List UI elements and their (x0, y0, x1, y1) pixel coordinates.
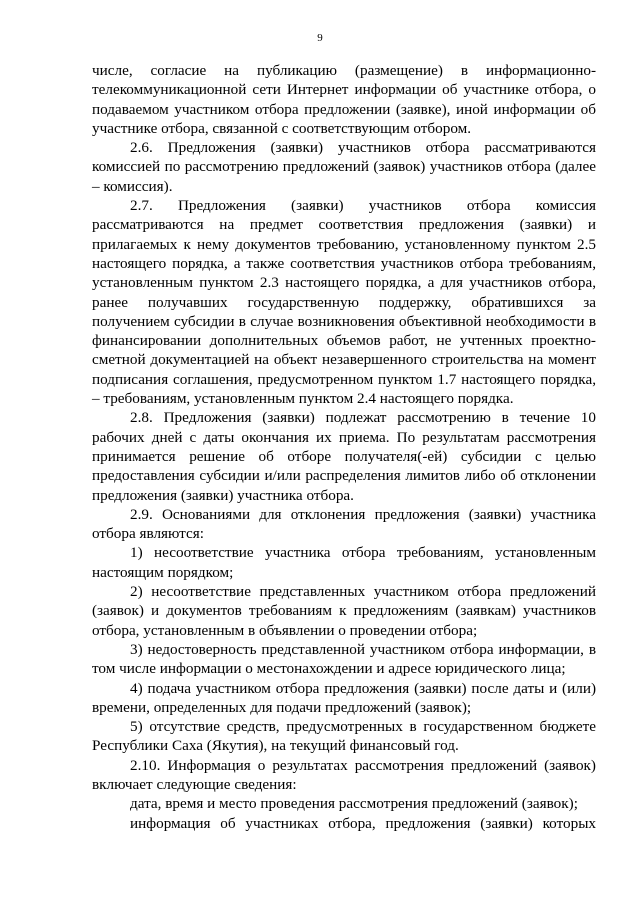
text-line: финансировании дополнительных объемов работ, не учтенных проектно- (92, 332, 596, 350)
text-line: 2.7. Предложения (заявки) участников отбора комиссия (130, 197, 596, 215)
page-number: 9 (317, 32, 323, 44)
text-line: 2.6. Предложения (заявки) участников отбора рассматриваются (130, 139, 596, 157)
text-line: принимается решение об отборе получателя(-ей) субсидии с целью (92, 447, 596, 465)
document-body (92, 61, 596, 833)
text-line: участнике отбора, связанной с соответствующим отбором. (92, 119, 472, 137)
text-line: информация об участниках отбора, предложения (заявки) которых (130, 814, 596, 832)
text-line: подписания соглашения, предусмотренном пунктом 1.7 настоящего порядка, (92, 370, 596, 388)
text-line: установленным пунктом 2.3 настоящего порядка, а для участников отбора, (92, 274, 596, 292)
text-line: числе, согласие на публикацию (размещение) в информационно- (92, 62, 596, 79)
text-line: том числе информации о местонахождении и адресе юридического лица; (92, 660, 566, 678)
text-line: дата, время и место проведения рассмотрения предложений (заявок); (130, 795, 578, 813)
text-line: комиссией по рассмотрению предложений (заявок) участников отбора (далее (92, 158, 596, 176)
text-line: отбора, установленным в объявлении о проведении отбора; (92, 621, 478, 639)
text-line: настоящего порядка, а также соответствия участников отбора требованиям, (92, 254, 596, 272)
text-line: подаваемом участником отбора предложении (заявке), иной информации об (92, 100, 596, 118)
text-line: 4) подача участником отбора предложения (заявки) после даты и (или) (130, 679, 596, 697)
text-line: включает следующие сведения: (92, 775, 297, 793)
text-line: прилагаемых к нему документов требованию, установленному пунктом 2.5 (92, 235, 596, 253)
text-line: сметной документацией на объект незавершенного строительства на момент (92, 351, 596, 369)
text-line: 5) отсутствие средств, предусмотренных в государственном бюджете (130, 718, 596, 736)
text-line: отбора являются: (92, 525, 204, 543)
text-line: ранее получавших государственную поддержку, обратившихся за (92, 293, 596, 311)
text-line: предоставления субсидии и/или распределения лимитов либо об отклонении (92, 467, 596, 485)
text-line: (заявок) и документов требованиям к предложениям (заявкам) участников (92, 602, 596, 620)
text-line: 3) недостоверность представленной участником отбора информации, в (130, 640, 596, 658)
text-line: рассматриваются на предмет соответствия предложения (заявки) и (92, 216, 596, 234)
text-line: телекоммуникационной сети Интернет информации об участнике отбора, о (92, 81, 596, 99)
text-line: 1) несоответствие участника отбора требованиям, установленным (130, 544, 596, 562)
text-line: предложения (заявки) участника отбора. (92, 486, 354, 504)
text-line: 2) несоответствие представленных участником отбора предложений (130, 583, 596, 601)
text-line: – комиссия). (92, 177, 173, 195)
text-line: настоящим порядком; (92, 563, 234, 581)
text-line: – требованиям, установленным пунктом 2.4 настоящего порядка. (92, 390, 514, 408)
text-line: Республики Саха (Якутия), на текущий финансовый год. (92, 737, 459, 755)
text-line: времени, определенных для подачи предложений (заявок); (92, 698, 472, 716)
text-line: 2.10. Информация о результатах рассмотрения предложений (заявок) (130, 756, 596, 774)
text-line: 2.8. Предложения (заявки) подлежат рассмотрению в течение 10 (130, 409, 596, 427)
text-line: получением субсидии в случае возникновения объективной необходимости в (92, 312, 596, 330)
text-line: 2.9. Основаниями для отклонения предложения (заявки) участника (130, 505, 596, 523)
text-line: рабочих дней с даты окончания их приема. По результатам рассмотрения (92, 428, 596, 446)
